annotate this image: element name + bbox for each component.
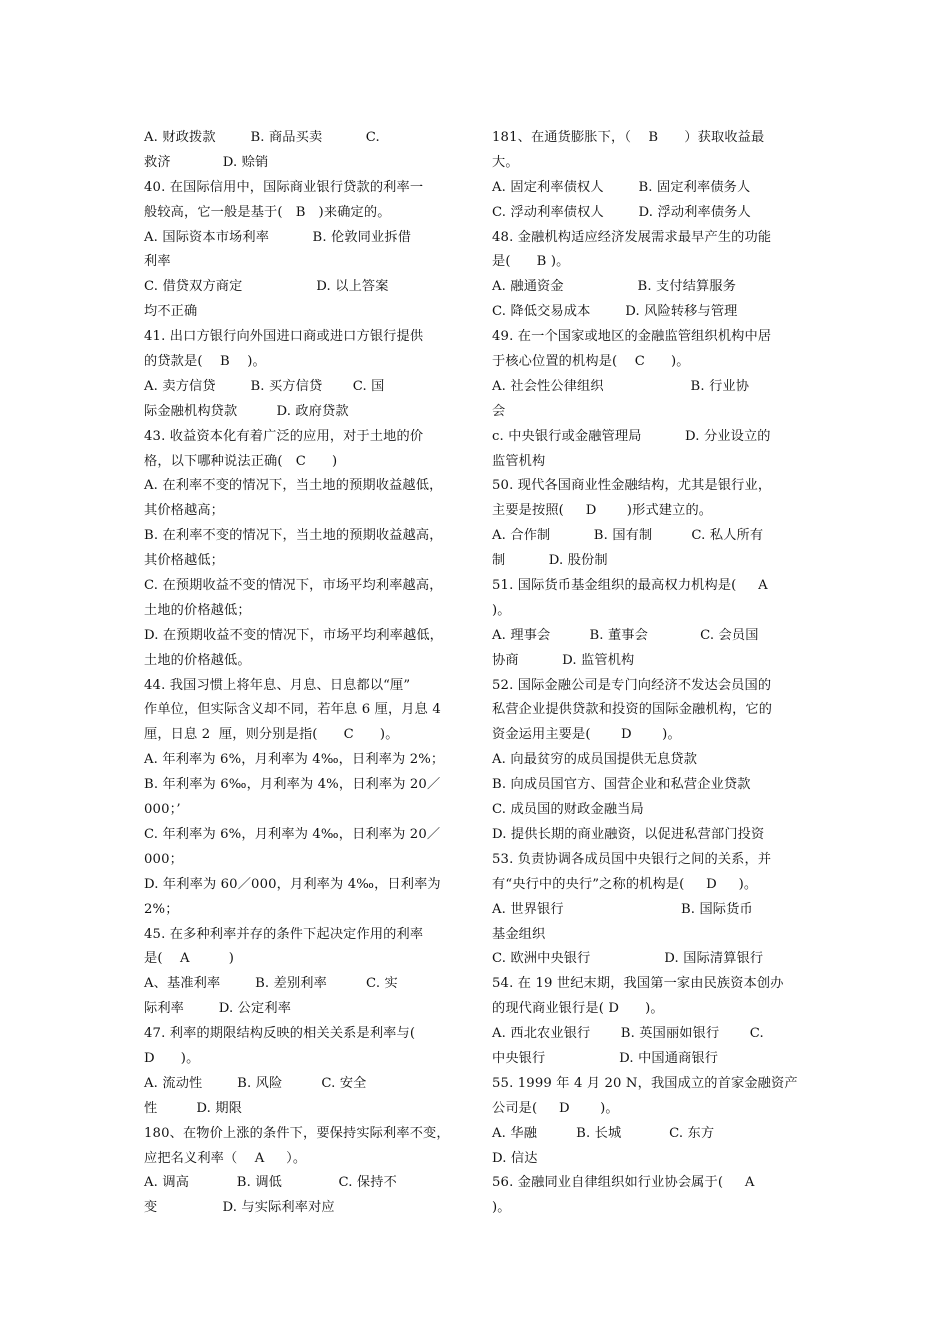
text-line: A. 理事会 B. 董事会 C. 会员国 [492, 627, 759, 643]
text-line: C. 欧洲中央银行 D. 国际清算银行 [492, 951, 764, 967]
text-line: 180、在物价上涨的条件下，要保持实际利率不变， [144, 1125, 450, 1141]
text-line: A. 向最贫穷的成员国提供无息贷款 [492, 752, 698, 768]
right-column [492, 126, 805, 1221]
text-line: 的现代商业银行是( D )。 [492, 1001, 664, 1017]
text-line: D. 年利率为 60／000，月利率为 4‰，日利率为 [144, 876, 441, 892]
text-line: C. 在预期收益不变的情况下，市场平均利率越高， [144, 578, 443, 594]
text-line: 47. 利率的期限结构反映的相关关系是利率与( [144, 1026, 416, 1042]
text-line: 49. 在一个国家或地区的金融监管组织机构中居 [492, 329, 772, 345]
text-line: 制 D. 股份制 [492, 553, 608, 569]
text-line: 大。 [492, 154, 519, 170]
text-line: 私营企业提供贷款和投资的国际金融机构，它的 [492, 702, 773, 718]
text-line: C. 成员国的财政金融当局 [492, 802, 644, 818]
text-line: 均不正确 [144, 304, 198, 320]
text-line: 44. 我国习惯上将年息、月息、日息都以“厘” [144, 677, 411, 693]
text-line: D. 提供长期的商业融资，以促进私营部门投资 [492, 826, 765, 842]
text-line: 资金运用主要是( D )。 [492, 727, 681, 743]
text-line: 的贷款是( B )。 [144, 354, 266, 370]
text-line: A. 西北农业银行 B. 英国丽如银行 C. [492, 1026, 764, 1042]
text-line: 2%； [144, 901, 179, 917]
text-line: A. 国际资本市场利率 B. 伦敦同业拆借 [144, 229, 412, 245]
text-line: 有“央行中的央行”之称的机构是( D )。 [492, 876, 758, 892]
text-line: 协商 D. 监管机构 [492, 652, 635, 668]
text-line: 其价格越高； [144, 503, 225, 519]
text-line: 监管机构 [492, 453, 546, 469]
text-line: 40. 在国际信用中，国际商业银行贷款的利率一 [144, 179, 424, 195]
text-line: B. 向成员国官方、国营企业和私营企业贷款 [492, 777, 751, 793]
text-line: C. 浮动利率债权人 D. 浮动利率债务人 [492, 204, 751, 220]
text-line: 56. 金融同业自律组织如行业协会属于( A [492, 1175, 755, 1191]
text-line: A. 世界银行 B. 国际货币 [492, 901, 753, 917]
text-line: A. 财政拨款 B. 商品买卖 C. [144, 130, 380, 145]
text-line: A. 卖方信贷 B. 买方信贷 C. 国 [144, 378, 385, 394]
text-line: )。 [492, 1200, 511, 1216]
text-line: 厘，日息 2 厘，则分别是指( C )。 [144, 727, 399, 743]
text-line: A. 固定利率债权人 B. 固定利率债务人 [492, 179, 751, 195]
text-line: 性 D. 期限 [144, 1100, 243, 1116]
text-line: 43. 收益资本化有着广泛的应用，对于土地的价 [144, 428, 424, 444]
text-line: A、基准利率 B. 差别利率 C. 实 [144, 976, 398, 992]
text-line: A. 合作制 B. 国有制 C. 私人所有 [492, 528, 764, 544]
text-line: A. 社会性公律组织 B. 行业协 [492, 378, 750, 394]
text-line: 公司是( D )。 [492, 1100, 619, 1116]
text-line: 般较高，它一般是基于( B )来确定的。 [144, 204, 391, 220]
text-line: 其价格越低； [144, 553, 225, 569]
text-line: 41. 出口方银行向外国进口商或进口方银行提供 [144, 329, 424, 345]
text-line: A. 融通资金 B. 支付结算服务 [492, 279, 737, 295]
text-line: 52. 国际金融公司是专门向经济不发达会员国的 [492, 677, 772, 693]
text-line: 变 D. 与实际利率对应 [144, 1200, 335, 1216]
left-column [144, 126, 469, 1221]
text-line: C. 年利率为 6%，月利率为 4‰，日利率为 20／ [144, 826, 441, 842]
text-line: 45. 在多种利率并存的条件下起决定作用的利率 [144, 926, 424, 942]
text-line: 000；’ [144, 802, 181, 818]
text-line: D. 信达 [492, 1150, 538, 1166]
text-line: 土地的价格越低。 [144, 652, 251, 668]
text-line: C. 降低交易成本 D. 风险转移与管理 [492, 304, 738, 320]
text-line: 主要是按照( D )形式建立的。 [492, 503, 713, 519]
text-line: 于核心位置的机构是( C )。 [492, 354, 690, 370]
text-line: 中央银行 D. 中国通商银行 [492, 1050, 719, 1066]
text-line: A. 调高 B. 调低 C. 保持不 [144, 1175, 397, 1191]
text-line: 51. 国际货币基金组织的最高权力机构是( A [492, 578, 768, 594]
text-line: 48. 金融机构适应经济发展需求最早产生的功能 [492, 229, 772, 245]
text-line: A. 年利率为 6%，月利率为 4‰，日利率为 2%； [144, 752, 445, 768]
text-line: D. 在预期收益不变的情况下，市场平均利率越低， [144, 627, 444, 643]
text-line: 54. 在 19 世纪末期，我国第一家由民族资本创办 [492, 976, 784, 992]
text-line: 基金组织 [492, 926, 546, 942]
text-line: 际金融机构贷款 D. 政府贷款 [144, 403, 349, 419]
text-line: C. 借贷双方商定 D. 以上答案 [144, 279, 389, 295]
text-line: 000； [144, 851, 183, 867]
text-line: 救济 D. 赊销 [144, 154, 269, 170]
text-line: 是( A ) [144, 951, 235, 967]
text-line: B. 年利率为 6‰，月利率为 4%，日利率为 20／ [144, 777, 441, 793]
text-line: 是( B )。 [492, 254, 570, 270]
text-line: 181、在通货膨胀下，（ B ）获取收益最 [492, 130, 765, 145]
text-line: 作单位，但实际含义却不同，若年息 6 厘，月息 4 [144, 702, 441, 718]
text-line: 际利率 D. 公定利率 [144, 1001, 292, 1017]
text-line: 53. 负责协调各成员国中央银行之间的关系，并 [492, 851, 772, 867]
text-line: 会 [492, 403, 506, 419]
text-line: A. 流动性 B. 风险 C. 安全 [144, 1075, 367, 1091]
text-line: 应把名义利率（ A ）。 [144, 1150, 307, 1166]
text-line: D )。 [144, 1050, 200, 1066]
text-line: 50. 现代各国商业性金融结构，尤其是银行业， [492, 478, 772, 494]
text-line: 格，以下哪种说法正确( C ) [144, 453, 338, 469]
text-line: 土地的价格越低； [144, 602, 251, 618]
text-line: A. 华融 B. 长城 C. 东方 [492, 1125, 715, 1141]
text-line: )。 [492, 602, 511, 618]
text-line: 利率 [144, 254, 171, 270]
text-line: B. 在利率不变的情况下，当土地的预期收益越高， [144, 528, 443, 544]
text-line: A. 在利率不变的情况下，当土地的预期收益越低， [144, 478, 443, 494]
text-line: 55. 1999 年 4 月 20 N，我国成立的首家金融资产 [492, 1075, 798, 1091]
text-line: c. 中央银行或金融管理局 D. 分业设立的 [492, 428, 771, 444]
